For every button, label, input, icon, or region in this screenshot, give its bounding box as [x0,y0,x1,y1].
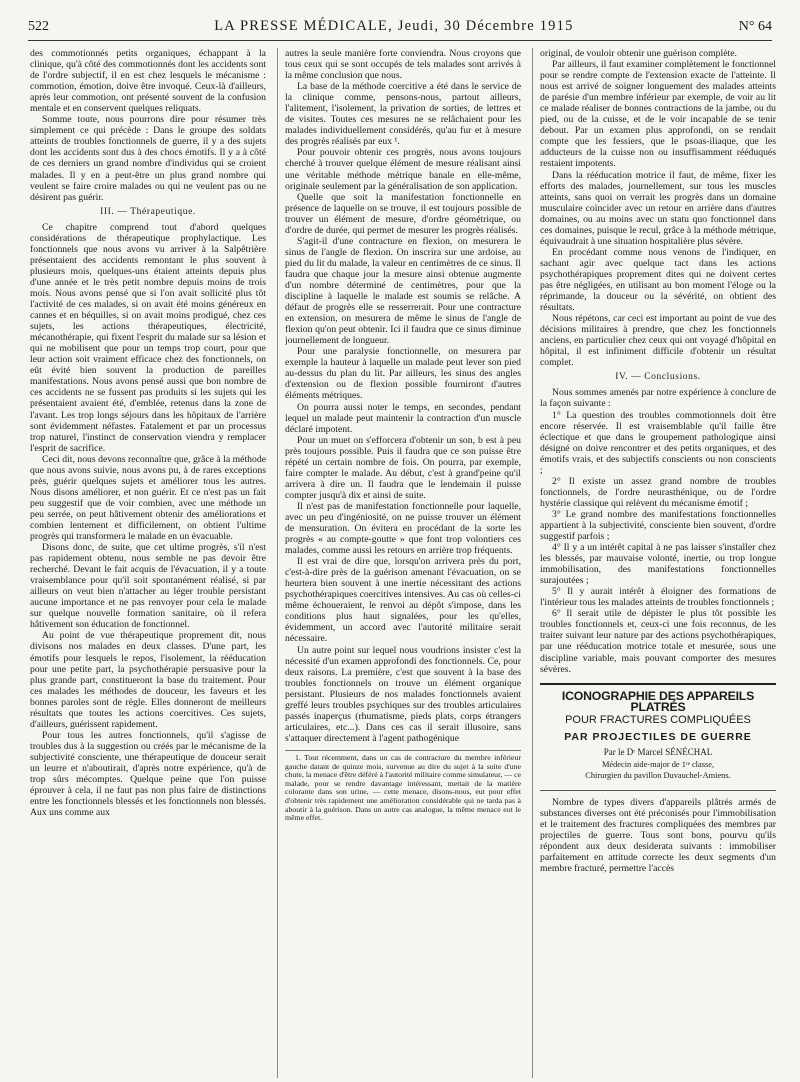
paragraph: Somme toute, nous pourrons dire pour résumer très simplement ce qui précède : Dans le groupe des soldats atteints de troubles fonctionnels de guerre, il y a des sujets dont les accidents sont dus à des chocs émotifs. Il y a à côté de ces derniers un grand nombre d'individus qui se croient malades. Il y en a peut-être un plus grand nombre qui veulent se faire croire malades ou qui ne veulent pas ou ne désirent pas guérir. [30,114,266,203]
author-affiliation: Médecin aide-major de 1ʳᵉ classe, [601,759,715,769]
paragraph: S'agit-il d'une contracture en flexion, on mesurera le sinus de l'angle de flexion. On inscrira sur une ardoise, au pied du lit du malade, la valeur en centimètres de ce sinus. Il faudra que chaque jour la mesure ainsi obtenue augmente d'un nombre déterminé de centimètres, pour que la discipline à laquelle le malade est soumis se relâche. A défaut de progrès elle se resserrerait. Pour une contracture en extension, on mesurera de même le sinus de l'angle de flexion qu'on peut obtenir. Ici il faudra que ce sinus diminue journellement de longueur. [285,235,521,347]
paragraph: La base de la méthode coercitive a été dans le service de la clinique comme, pensons-nous, partout ailleurs, l'alitement, l'isolement, la privation de sorties, de lettres et de visites. Toutes ces mesures ne se relâchaient pour les malades individuellement considérés, qu'au fur et à mesure des progrès réalisés par eux ¹. [285,81,521,148]
footnote [285,750,521,823]
paragraph: Il n'est pas de manifestation fonctionnelle pour laquelle, avec un peu d'ingéniosité, on ne puisse trouver un élément de mensuration. On évitera en procédant de la sorte les progrès « au compte-goutte » que font trop volontiers ces malades, comme aussi les retours en arrière trop fréquents. [285,500,521,557]
paragraph: original, de vouloir obtenir une guérison complète. [540,48,737,59]
paragraph: Nous sommes amenés par notre expérience à conclure de la façon suivante : [540,387,776,410]
column-left [30,48,266,1078]
footnote-text: 1. Tout récemment, dans un cas de contracture du membre inférieur gauche datant de quinze mois, survenue au dire du sujet à la suite d'une chute, la menace d'être déféré à l'autorité militaire comme simulateur, — ce malade, pour se rendre davantage intéressant, mettait de la matière colorante dans son urine, — cette menace, disons-nous, eut pour effet d'obtenir très rapidement une amélioration considérable qui ne tarda pas à aboutir à la guérison. Dans un autre cas analogue, la même menace eut le même effet. [285,752,521,823]
conclusion-item: 2° Il existe un assez grand nombre de troubles fonctionnels, de l'ordre neurasthénique, ou de l'ordre hystérie classique qui relèvent du mécanisme émotif ; [540,475,776,509]
column-divider [532,48,533,1078]
section-heading: III. — Thérapeutique. [100,206,196,217]
journal-title: LA PRESSE MÉDICALE, Jeudi, 30 Décembre 1915 [214,18,574,34]
conclusion-item: 1° La question des troubles commotionnels doit être encore réservée. Il est vraisemblable qu'il faille être éclectique et que dans le groupement pathologique ainsi désigné on doive rencontrer et des petits organiques, et des émotifs vrais, et des subjectifs conscients ou non conscients ; [540,409,776,476]
paragraph: Il est vrai de dire que, lorsqu'on arrivera près du port, c'est-à-dire près de la guérison amenant l'évacuation, on se heurtera bien souvent à une inertie nécessitant des actions psychothérapiques coercitives intensives. Au cas où celles-ci même échoueraient, le renvoi au dépôt s'impose, dans les conditions plus haut signalées, pour les qu'elles, évidemment, un accord avec l'autorité militaire serait nécessaire. [285,556,521,645]
paragraph: Nombre de types divers d'appareils plâtrés armés de substances diverses ont été préconisés pour l'immobilisation et le traitement des fractures compliquées des membres par projectiles de guerre. Tous sont bons, pourvu qu'ils répondent aux deux desiderata suivants : immobiliser parfaitement en attitude correcte les deux segments d'un membre fracturé, permettre l'accès [540,796,776,875]
article-title: ICONOGRAPHIE DES APPAREILS PLATRÉS [561,688,755,714]
header-rule [28,40,772,41]
column-right [540,48,776,1078]
paragraph: On pourra aussi noter le temps, en secondes, pendant lequel un malade peut maintenir la contraction d'un muscle déclaré impotent. [285,401,521,435]
paragraph: Quelle que soit la manifestation fonctionnelle en présence de laquelle on se trouve, il est toujours possible de trouver un élément de mesure, d'ordre géométrique, ou d'ordre de durée, qui permet de mesurer les progrès réalisés. [285,191,521,236]
article-author: Par le Dʳ Marcel SÉNÉCHAL [603,746,713,757]
paragraph: Nous répétons, car ceci est important au point de vue des décisions militaires à prendre, que chez les fonctionnels anciens, en particulier chez ceux qui ont voyagé d'hôpital en hôpital, il est infiniment difficile d'obtenir un résultat complet. [540,313,776,369]
conclusion-item: 4° Il y a un intérêt capital à ne pas laisser s'installer chez les blessés, par mauvaise volonté, inertie, ou trop longue immobilisation, des manifestations fonctionnelles surajoutées ; [540,542,776,587]
paragraph: autres la seule manière forte conviendra. Nous croyons que tous ceux qui se sont occupés de tels malades sont arrivés à la même conclusion que nous. [285,48,521,82]
column-middle [285,48,521,1078]
author-affiliation: Chirurgien du pavillon Duvauchel-Amiens. [585,770,731,780]
section-heading: IV. — Conclusions. [615,372,701,383]
column-divider [277,48,278,1078]
paragraph: Pour une paralysie fonctionnelle, on mesurera par exemple la hauteur à laquelle un malade peut lever son pied au-dessus du plan du lit. Par ailleurs, les sinus des angles d'extension ou de flexion possible fourniront d'autres éléments métriques. [285,346,521,402]
paragraph: des commotionnés petits organiques, échappant à la clinique, qu'à côté des commotionnés dont les accidents sont de l'ordre subjectif, il en est chez lesquels le mécanisme : commotion, émotion, doive être invoqué. Ceux-là d'ailleurs, après leur commotion, ont présenté souvent de la confusion mentale et en conservent quelques reliquats. [30,48,266,115]
paragraph: Pour tous les autres fonctionnels, qu'il s'agisse de troubles dus à la suggestion ou créés par le mécanisme de la subjectivité consciente, une thérapeutique de douceur serait un leurre et n'aboutirait, d'après notre expérience, qu'à de trop sûrs mécomptes. Quelque peine que l'on puisse éprouver à cela, il ne faut pas non plus faire de distinctions entre les fonctionnels blessés et les fonctionnels non blessés. Aux uns comme aux [30,729,266,819]
paragraph: Ce chapitre comprend tout d'abord quelques considérations de thérapeutique prophylactique. Les fonctionnels que nous avons vu arriver à la Salpêtrière présentaient des accidents remontant le plus souvent à plusieurs mois, quelques-uns étaient atteints depuis plus d'une année et le très petit nombre depuis moins de trois mois. Nous avons pensé que si l'on avait sollicité plus tôt l'activité de ces malades, si on avait été moins généreux en cannes et en béquilles, si on avait moins prodigué, chez ces sujets, les actions thérapeutiques, électricité, mécanothérapie, qui fixent l'esprit du malade sur sa lésion et qui ne mobilisent que pour un temps trop court, pour que leur action soit vraiment efficace chez des fonctionnels, on eût évité bien souvent la production de pareilles manifestations. Nous avons pensé aussi que bon nombre de ces accidents ne se fussent pas produits si les sujets qui les présentaient avaient été, d'emblée, retenus dans la zone de l'avant. Les trop longs séjours dans les hôpitaux de l'arrière sont évidemment néfastes. Fatalement et par un processus trop naturel, l'instinct de conservation viendra y remplacer l'esprit de sacrifice. [30,221,266,454]
paragraph: Ceci dit, nous devons reconnaître que, grâce à la méthode que nous avons suivie, nous avons pu, à de rares exceptions près, guérir quelques sujets et améliorer tous les autres. Nous disons améliorer, et non guérir. Et ce n'est pas un fait peu suggestif que de voir combien, avec une méthode un peu serrée, on peut hâtivement obtenir des améliorations et combien lentement et difficilement, on obtient l'ultime progrès qui transformera le malade en un évacuable. [30,453,266,543]
paragraph: Au point de vue thérapeutique proprement dit, nous divisons nos malades en deux classes. D'une part, les émotifs pour lesquels le repos, l'isolement, la rééducation pour une petite part, la psychothérapie persuasive pour la plus grande part, constitueront la base du traitement. Pour ces malades les méthodes de douceur, les faveurs et les bonnes paroles sont de règle. Elles donneront de meilleurs résultats que toutes les actions coercitives. Ces sujets, d'ailleurs, guérissent rapidement. [30,630,266,730]
paragraph: Par ailleurs, il faut examiner complètement le fonctionnel pour se rendre compte de l'extension exacte de l'atteinte. Il nous est arrivé de soigner longuement des malades atteints de parésie d'un membre inférieur par exemple, de voir au lit ce malade réaliser de bonnes contractions de la jambe, ou du pied, ou de la cuisse, et de le voir incapable de se tenir debout. Par un examen plus approfondi, on se rendait compte que les fessiers, que le psoas-iliaque, que les adducteurs de la cuisse non ou insuffisamment rééduqués restaient impotents. [540,59,776,170]
page-number: 522 [28,19,49,34]
article-subtitle: PAR PROJECTILES DE GUERRE [564,730,752,743]
conclusion-item: 3° Le grand nombre des manifestations fonctionnelles appartient à la subjectivité, consciente bien souvent, d'ordre suggestif parfois ; [540,508,776,543]
conclusion-item: 6° Il serait utile de dépister le plus tôt possible les troubles fonctionnels et, ceux-ci une fois reconnus, de les traiter suivant leur nature par des actions psychothérapiques, par une rééducation motrice totale et mesurée, sous une discipline variable, mais pouvant comporter des mesures sévères. [540,608,776,675]
article-title-block [540,683,776,791]
paragraph: Disons donc, de suite, que cet ultime progrès, s'il n'est pas rapidement obtenu, nous semble ne pas devoir être recherché. Devant le fait acquis de l'évacuation, il y a toute vraisemblance pour qu'il soit spontanément réalisé, si par ailleurs on veut bien n'attacher au léger trouble persistant aucune importance et ne pas renvoyer pour cela le malade sur quelque nouvelle formation sanitaire, où il refera hâtivement son éducation de fonctionnel. [30,542,266,631]
paragraph: En procédant comme nous venons de l'indiquer, en sachant agir avec quelque tact dans les actions psychothérapiques proprement dites qui ne doivent certes pas être négligées, en utilisant au bon moment l'éloge ou la réprimande, la douceur ou la sévérité, on obtient des résultats. [540,246,776,314]
paragraph: Pour pouvoir obtenir ces progrès, nous avons toujours cherché à trouver quelque élément de mesure réalisant ainsi une véritable méthode métrique banale en elle-même, originale seulement par la généralisation de son application. [285,147,521,192]
article-subtitle: POUR FRACTURES COMPLIQUÉES [565,713,751,726]
conclusion-item: 5° Il y aurait intérêt à éloigner des formations de l'intérieur tous les malades atteints de troubles fonctionnels ; [540,586,776,609]
page-header [28,18,772,38]
issue-number: N° 64 [738,19,772,34]
paragraph: Pour un muet on s'efforcera d'obtenir un son, b est à peu près toujours possible. Puis il faudra que ce son puisse être répété un certain nombre de fois. On pourra, par exemple, faire compter le malade. Au début, c'est à grand'peine qu'il arrivera à dire un. Il faudra que le lendemain il puisse compter jusqu'à dix et ainsi de suite. [285,434,521,501]
paragraph: Un autre point sur lequel nous voudrions insister c'est la nécessité d'un examen approfondi des fonctionnels. Ce, pour deux raisons. La première, c'est que souvent à la base des troubles fonctionnels on trouve un élément organique persistant. Plusieurs de nos malades fonctionnels avaient greffé leurs troubles psychiques sur des troubles articulaires passés inaperçus (rhumatisme, pieds plats, corps étrangers articulaires, etc...). Dans ces cas il serait illusoire, sans s'attaquer directement à l'agent pathogénique [285,644,521,744]
paragraph: Dans la rééducation motrice il faut, de même, fixer les efforts des malades, journellement, sur tous les muscles atteints, sans quoi on verrait les progrès dans un domaine musculaire coïncider avec un retour en arrière dans d'autres domaines, ou au moins avec un statu quo fonctionnel dans ces domaines, puisque le recul, grâce à la méthode métrique, équivaudrait à une situation hospitalière plus sévère. [540,169,776,247]
